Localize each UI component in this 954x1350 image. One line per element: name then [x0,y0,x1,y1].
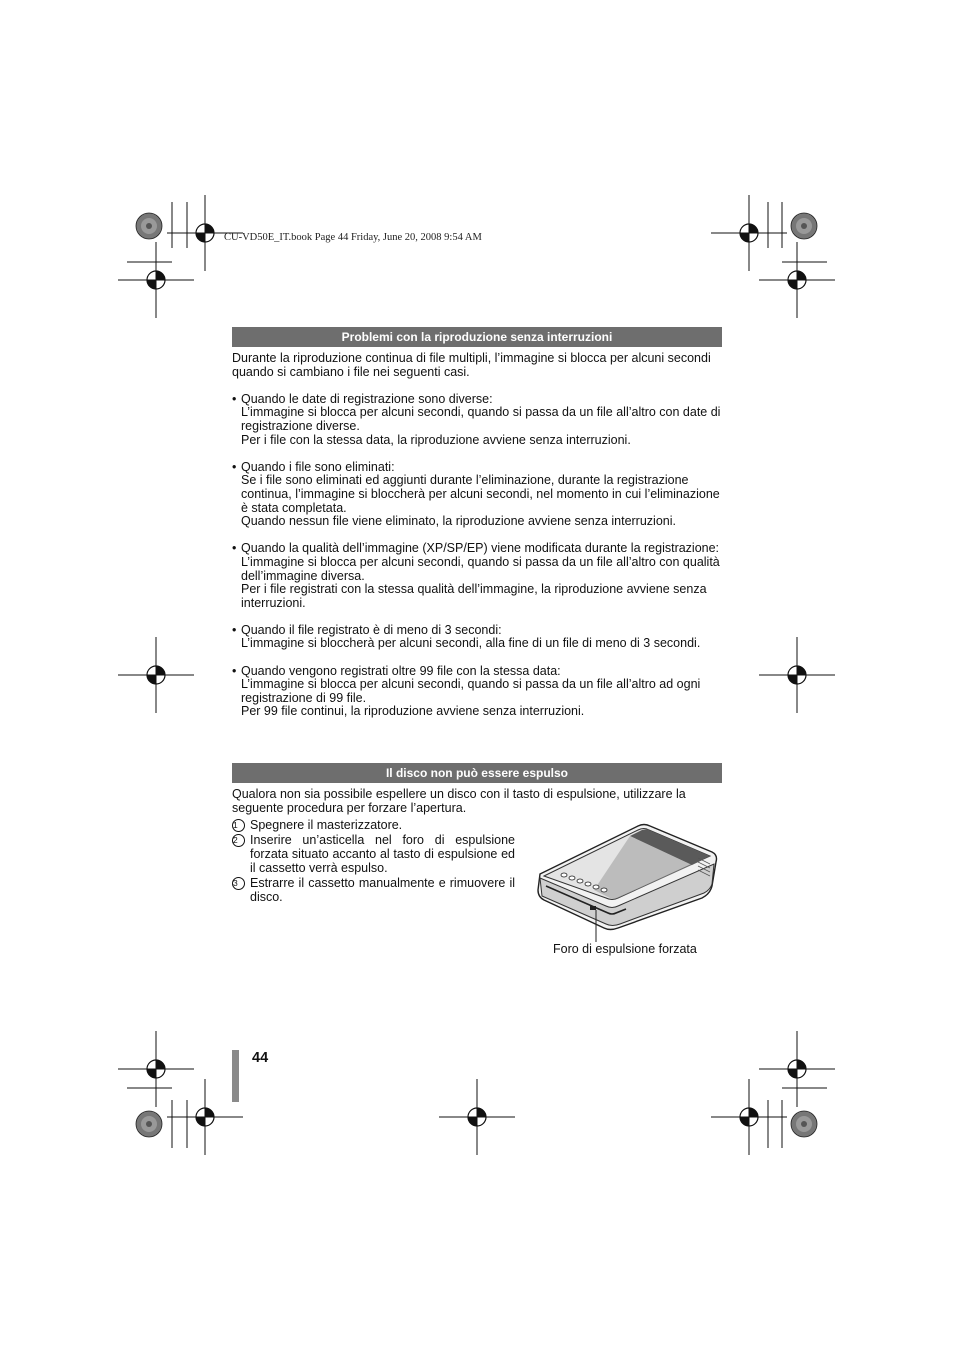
procedure-steps [232,818,515,905]
figure-caption: Foro di espulsione forzata [553,942,697,956]
bullet-heading: Quando vengono registrati oltre 99 file con la stessa data: [241,663,561,678]
step-item [232,833,515,875]
bullet-line: Per i file con la stessa data, la riproduzione avviene senza interruzioni. [241,432,631,447]
step-item [232,876,515,904]
list-item: • Quando le date di registrazione sono diverse: L’immagine si blocca per alcuni secondi, quando si passa da un file all’altro con date di registrazione diverse. Per i file con la stessa data, la riproduzione avviene senza interruzioni. [232,391,721,447]
bullet-heading: Quando le date di registrazione sono diverse: [241,391,493,406]
list-item: • Quando vengono registrati oltre 99 file con la stessa data: L’immagine si blocca per alcuni secondi, quando si passa da un file all’altro ad ogni registrazione di 99 file. Per 99 file continui, la riproduzione avviene senza interruzioni. [232,665,722,719]
section-title-disc-eject: Il disco non può essere espulso [232,763,722,783]
book-info-header: CU-VD50E_IT.book Page 44 Friday, June 20, 2008 9:54 AM [224,232,482,243]
bullet-line: Per 99 file continui, la riproduzione avviene senza interruzioni. [241,704,585,719]
section1-intro: Durante la riproduzione continua di file multipli, l’immagine si blocca per alcuni secondi quando si cambiano i file nei seguenti casi. [232,351,711,379]
page-number-bar [232,1050,239,1102]
bullet-line: Per i file registrati con la stessa qualità dell’immagine, la riproduzione avviene senza interruzioni. [241,582,707,610]
color-rosette-icon [136,213,162,239]
bullet-heading: Quando la qualità dell’immagine (XP/SP/EP) viene modificata durante la registrazione: [241,541,720,556]
step-text: Inserire un’asticella nel foro di espulsione forzata situato accanto al tasto di espulsione ed il cassetto verrà espulso. [250,833,515,875]
list-item: • Quando i file sono eliminati: Se i file sono eliminati ed aggiunti durante l’eliminazione, durante la registrazione continua, l’immagine si bloccherà per alcuni secondi, nel momento in cui l’eliminazione è stata completata. Quando nessun file viene eliminato, la riproduzione avviene senza interruzioni. [232,461,722,529]
section2-intro: Qualora non sia possibile espellere un disco con il tasto di espulsione, utilizzare la seguente procedura per forzare l’apertura. [232,787,686,815]
bullet-line: Se i file sono eliminati ed aggiunti durante l’eliminazione, durante la registrazione continua, l’immagine si bloccherà per alcuni secondi, nel momento in cui l’eliminazione è stata completata. [241,473,720,515]
step-text: Estrarre il cassetto manualmente e rimuovere il disco. [250,876,515,904]
bullet-line: L’immagine si blocca per alcuni secondi, quando si passa da un file all’altro con qualità dell’immagine diversa. [241,554,720,583]
step-number: 3 [232,877,245,890]
dvd-burner-illustration [534,818,724,946]
section1-body [232,352,722,719]
step-number: 1 [232,819,245,832]
step-text: Spegnere il masterizzatore. [250,818,403,832]
bullet-line: Quando nessun file viene eliminato, la riproduzione avviene senza interruzioni. [241,514,676,529]
page-number: 44 [252,1050,269,1066]
bullet-line: L’immagine si bloccherà per alcuni secondi, alla fine di un file di meno di 3 secondi. [241,636,701,651]
list-item: • Quando il file registrato è di meno di 3 secondi: L’immagine si bloccherà per alcuni secondi, alla fine di un file di meno di 3 secondi. [232,624,722,651]
bullet-heading: Quando i file sono eliminati: [241,459,395,474]
step-item [232,818,515,832]
bullet-heading: Quando il file registrato è di meno di 3 secondi: [241,622,502,637]
section-title-seamless-playback: Problemi con la riproduzione senza interruzioni [232,327,722,347]
bullet-line: L’immagine si blocca per alcuni secondi, quando si passa da un file all’altro ad ogni registrazione di 99 file. [241,677,701,705]
list-item: • Quando la qualità dell’immagine (XP/SP/EP) viene modificata durante la registrazione: L’immagine si blocca per alcuni secondi, quando si passa da un file all’altro con qualità dell’immagine diversa. Per i file registrati con la stessa qualità dell’immagine, la riproduzione avviene senza interruzioni. [232,542,722,610]
bullet-line: L’immagine si blocca per alcuni secondi, quando si passa da un file all’altro con date di registrazione diverse. [241,405,721,433]
step-number: 2 [232,834,245,847]
